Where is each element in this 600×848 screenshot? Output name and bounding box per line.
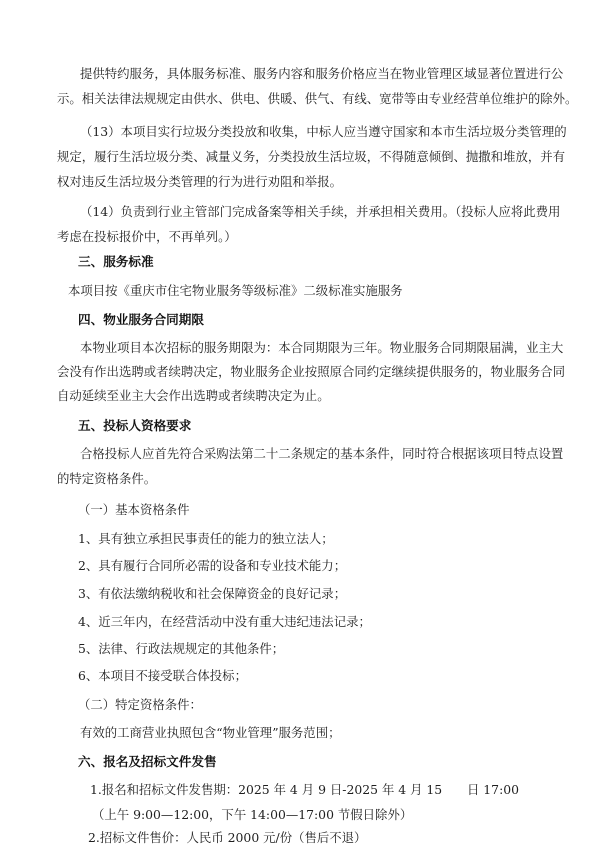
- section-heading: 四、物业服务合同期限: [78, 312, 204, 327]
- section-heading: 三、服务标准: [78, 254, 154, 269]
- body-text-line: 考虑在投标报价中，不再单列。）: [57, 229, 237, 244]
- body-text-line: （13）本项目实行垃圾分类投放和收集，中标人应当遵守国家和本市生活垃圾分类管理的: [80, 124, 567, 139]
- body-text-line: 规定，履行生活垃圾分类、减量义务，分类投放生活垃圾，不得随意倾倒、抛撒和堆放，并有: [57, 149, 566, 164]
- subsection-title: （二）特定资格条件：: [78, 697, 202, 712]
- body-text-line: 自动延续至业主大会作出选聘或者续聘决定为止。: [57, 388, 330, 403]
- list-item: 5、法律、行政法规规定的其他条件；: [78, 641, 285, 656]
- body-text-line: 示。相关法律法规规定由供水、供电、供暖、供气、有线、宽带等由专业经营单位维护的除外。: [57, 91, 578, 106]
- list-item: 2.招标文件售价：人民币 2000 元/份（售后不退）: [88, 830, 367, 845]
- list-item: 4、近三年内，在经营活动中没有重大违纪违法记录；: [78, 614, 371, 629]
- list-item: 1.报名和招标文件发售期：2025 年 4 月 9 日-2025 年 4 月 15 日 17:00: [90, 782, 520, 797]
- body-text-line: 提供特约服务，具体服务标准、服务内容和服务价格应当在物业管理区域显著位置进行公: [80, 66, 564, 81]
- list-item: 3、有依法缴纳税收和社会保障资金的良好记录；: [78, 586, 347, 601]
- section-heading: 六、报名及招标文件发售: [78, 754, 217, 769]
- body-text-line: （14）负责到行业主管部门完成备案等相关手续，并承担相关费用。（投标人应将此费用: [80, 204, 561, 219]
- body-text-line: 的特定资格条件。: [57, 471, 157, 486]
- list-item: 1、具有独立承担民事责任的能力的独立法人；: [78, 531, 334, 546]
- body-text-line: 有效的工商营业执照包含“物业管理”服务范围；: [80, 725, 341, 740]
- body-text-line: 本物业项目本次招标的服务期限为：本合同期限为三年。物业服务合同期限届满，业主大: [80, 340, 564, 355]
- section-heading: 五、投标人资格要求: [78, 418, 192, 433]
- list-item-note: （上午 9:00—12:00，下午 14:00—17:00 节假日除外）: [92, 807, 413, 822]
- body-text-line: 权对违反生活垃圾分类管理的行为进行劝阻和举报。: [57, 174, 342, 189]
- body-text-line: 会没有作出选聘或者续聘决定，物业服务企业按照原合同约定继续提供服务的，物业服务合同: [57, 364, 566, 379]
- list-item: 2、具有履行合同所必需的设备和专业技术能力；: [78, 558, 347, 573]
- list-item: 6、本项目不接受联合体投标；: [78, 668, 247, 683]
- subsection-title: （一）基本资格条件: [78, 502, 190, 517]
- body-text-line: 合格投标人应首先符合采购法第二十二条规定的基本条件，同时符合根据该项目特点设置: [80, 446, 564, 461]
- body-text-line: 本项目按《重庆市住宅物业服务等级标准》二级标准实施服务: [68, 283, 403, 298]
